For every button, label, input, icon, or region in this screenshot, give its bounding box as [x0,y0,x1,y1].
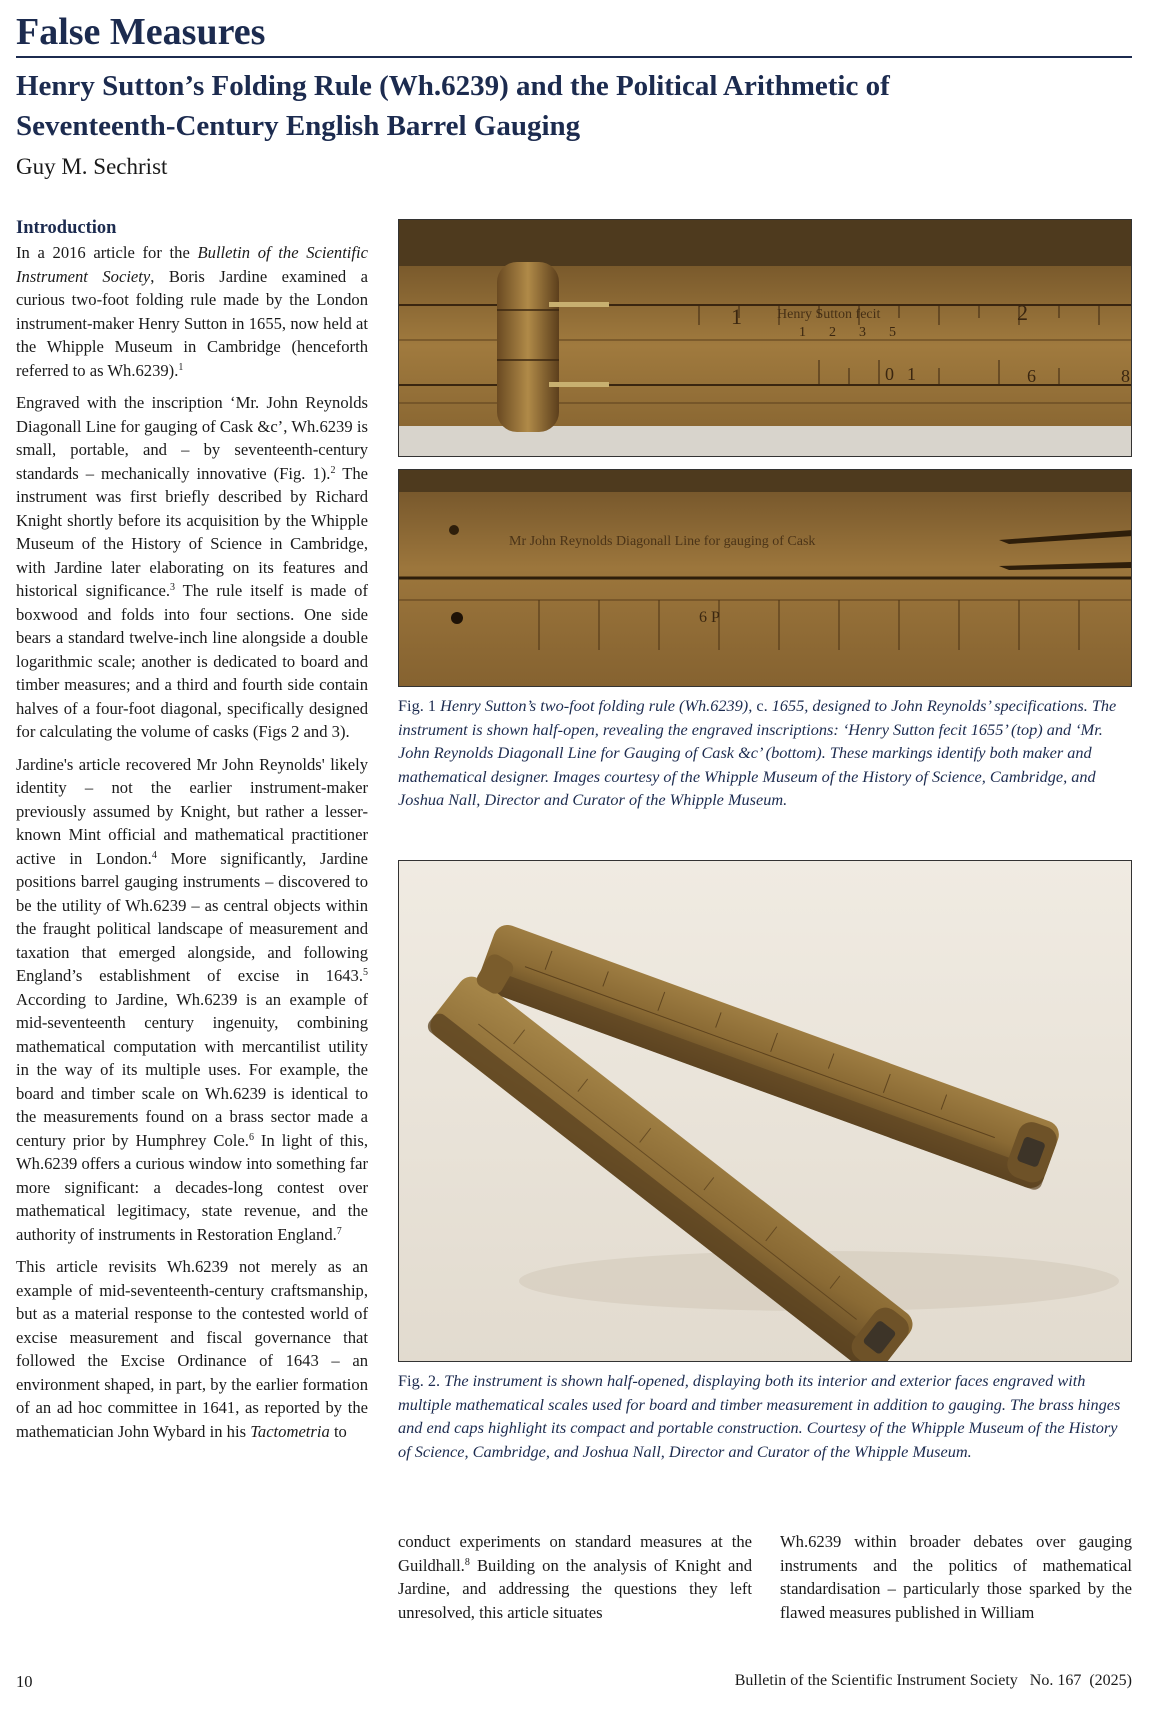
fig1-bottom-mark: 6 P [699,609,720,626]
fig1-mid-numeral-0: 0 [885,364,894,384]
figure1-caption: Fig. 1 Henry Sutton’s two-foot folding rule (Wh.6239), c. 1655, designed to John Reynolds’ specifications. The instrument is shown half-open, revealing the engraved inscriptions: ‘Henry Sutton fecit 1655’ (top) and ‘Mr. John Reynolds Diagonall Line for Gauging of Cask &c’ (bottom). These markings identify both maker and mathematical designer. Images courtesy of the Whipple Museum of the History of Science, Cambridge, and Joshua Nall, Director and Curator of the Whipple Museum. [398,696,1117,810]
author: Guy M. Sechrist [16,154,168,179]
figure1-bottom-photo [398,469,1132,687]
footnote-ref[interactable]: 5 [363,967,368,978]
paragraph-1: In a 2016 article for the Bulletin of the Scientific Instrument Society, Boris Jardine examined a curious two-foot folding rule made by the London instrument-maker Henry Sutton in 1655, now held at the Whipple Museum in Cambridge (henceforth referred to as Wh.6239).$^1$ [16,243,369,380]
footer-journal: Bulletin of the Scientific Instrument Society [734,1672,1018,1689]
footnote-ref[interactable]: 3 [170,582,176,593]
footnote-ref[interactable]: 6 [248,1131,254,1143]
right-column: Wh.6239 within broader debates over gauging instruments and the politics of mathematical standardisation – particularly those sparked by the flawed measures published in William [780,1532,1132,1622]
fig1-mid-numeral-8: 8 [1121,366,1130,386]
fig1-small-numeral-2: 2 [829,325,836,340]
title-rule [16,56,1132,58]
fig1-numeral-1: 1 [731,304,742,329]
fig1-small-numeral-5: 5 [889,325,896,340]
figure2-photo [398,860,1132,1362]
figure1-top-photo [398,219,1132,457]
footer-year: (2025) [1089,1672,1132,1689]
page-number: 10 [16,1672,33,1691]
book-title: Tactometria [250,1421,330,1441]
middle-column: conduct experiments on standard measures at the Guildhall.$^8$ Building on the analysis of Knight and Jardine, and addressing the questions they left unresolved, this article situates [398,1532,752,1622]
fig1-numeral-2: 2 [1017,300,1028,325]
fig1-maker-engraving: Henry Sutton fecit [777,307,881,322]
fig1-mid-numeral-1: 1 [907,364,916,384]
journal-title: Bulletin of the Scientific Instrument Society [16,243,369,286]
fig1-small-numeral-1: 1 [799,325,806,340]
article-title [16,66,1132,146]
article-title-line2: Seventeenth-Century English Barrel Gauging [16,110,581,142]
paragraph-3: Jardine's article recovered Mr John Reynolds' likely identity – not the earlier instrument-maker previously assumed by Knight, but rather a lesser-known Mint official and mathematical practitioner active in London.$^4$ More significantly, Jardine positions barrel gauging instruments – discovered to be the utility of Wh.6239 – as central objects within the fraught political landscape of measurement and taxation that emerged alongside, and following England’s establishment of excise in 1643.$^5$ According to Jardine, Wh.6239 is an example of mid-seventeenth century ingenuity, combining mathematical computation with mercantilist utility in the way of its multiple uses. For example, the board and timber scale on Wh.6239 is identical to the measurements found on a brass sector made a century prior by Humphrey Cole.$^6$ In light of this, Wh.6239 offers a curious window into something far more significant: a decades-long contest over mathematical legitimacy, state revenue, and the authority of instruments in Restoration England.$^7$ [16,754,368,1244]
article-title-line1: Henry Sutton’s Folding Rule (Wh.6239) and the Political Arithmetic of [16,70,890,102]
footnote-ref[interactable]: 7 [336,1225,342,1237]
section-title: False Measures [16,11,266,53]
footnote-ref[interactable]: 2 [330,464,336,476]
section-heading-introduction: Introduction [16,218,117,238]
paragraph-2: Engraved with the inscription ‘Mr. John Reynolds Diagonall Line for gauging of Cask &c’, Wh.6239 is small, portable, and – by seventeenth-century standards – mechanically innovative (Fig. 1).$^2$ The instrument was first briefly described by Richard Knight shortly before its acquisition by the Whipple Museum of the History of Science in Cambridge, with Jardine later elaborating on its features and historical significance.$^3$ The rule itself is made of boxwood and folds into four sections. One side bears a standard twelve-inch line alongside a double logarithmic scale; another is dedicated to board and timber measures; and a third and fourth side contain halves of a four-foot diagonal, specifically designed for calculating the volume of casks (Figs 2 and 3). [16,393,368,741]
figure2-label: Fig. 2. [398,1371,441,1390]
fig1-designer-engraving: Mr John Reynolds Diagonall Line for gauging of Cask [509,534,816,549]
paragraph-4: This article revisits Wh.6239 not merely as an example of mid-seventeenth-century craftsmanship, but as a material response to the contested world of excise measurement and fiscal governance that followed the Excise Ordinance of 1643 – an environment shaped, in part, by the earlier formation of an ad hoc committee in 1641, as reported by the mathematician John Wybard in his Tactometria to [16,1257,368,1441]
fig1-mid-numeral-6: 6 [1027,366,1036,386]
footnote-ref[interactable]: 4 [151,849,157,861]
fig1-small-numeral-3: 3 [859,325,866,340]
figure1-label: Fig. 1 [398,696,437,715]
footnote-ref[interactable]: 1 [178,361,184,373]
running-footer [735,1672,1132,1690]
footnote-ref[interactable]: 8 [464,1556,470,1568]
left-column [16,216,368,1452]
footer-issue: No. 167 [1029,1672,1082,1689]
figure2-caption: Fig. 2. The instrument is shown half-opened, displaying both its interior and exterior faces engraved with multiple mathematical scales used for board and timber measurement in addition to gauging. The brass hinges and end caps highlight its compact and portable construction. Courtesy of the Whipple Museum of the History of Science, Cambridge, and Joshua Nall, Director and Curator of the Whipple Museum. [398,1371,1121,1461]
